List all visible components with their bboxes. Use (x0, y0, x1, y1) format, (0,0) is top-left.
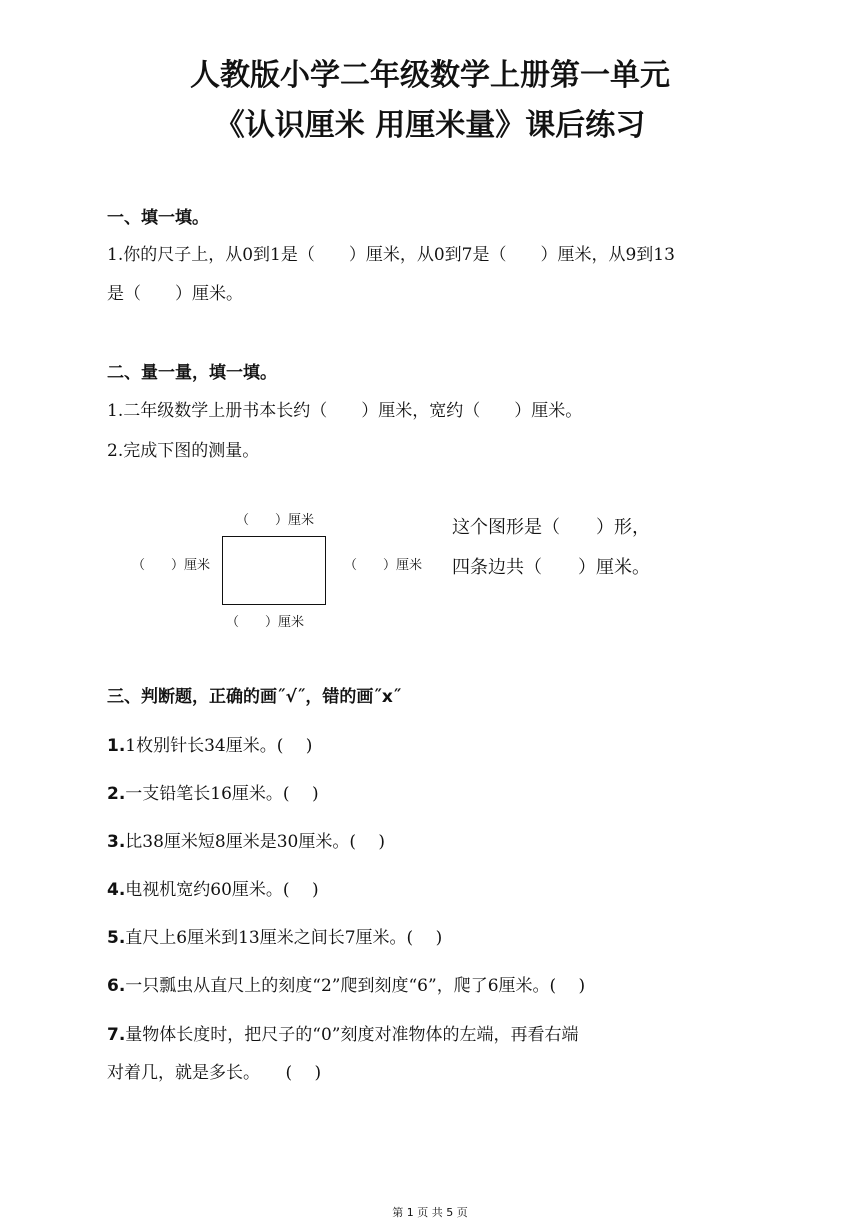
judge-item-number: 6. (107, 976, 126, 996)
section1-heading: 一、填一填。 (107, 208, 209, 228)
judge-item (107, 875, 319, 900)
section2-question2: 2.完成下图的测量。 (107, 441, 260, 461)
judge-item-text: 比38厘米短8厘米是30厘米。( ) (125, 832, 386, 852)
bottom-side-label: （ ）厘米 (226, 615, 305, 630)
top-side-label: （ ）厘米 (236, 513, 315, 528)
judge-item-text: 一支铅笔长16厘米。( ) (125, 784, 319, 804)
judge-item (107, 1020, 579, 1045)
judge-item (107, 779, 319, 804)
section2-question1: 1.二年级数学上册书本长约（ ）厘米，宽约（ ）厘米。 (107, 401, 583, 421)
judge-item-text: 1枚别针长34厘米。( ) (125, 736, 313, 756)
left-side-label: （ ）厘米 (132, 558, 211, 573)
judge-item-continuation: 对着几，就是多长。 ( ) (107, 1063, 322, 1083)
page-title: 人教版小学二年级数学上册第一单元 (190, 58, 670, 93)
judge-item-text: 电视机宽约60厘米。( ) (125, 880, 319, 900)
section2-heading: 二、量一量，填一填。 (107, 363, 277, 383)
page-footer: 第 1 页 共 5 页 (392, 1206, 468, 1219)
judge-item-text: 量物体长度时，把尺子的“0”刻度对准物体的左端，再看右端 (125, 1025, 579, 1045)
section1-question1-line1: 1.你的尺子上，从0到1是（ ）厘米，从0到7是（ ）厘米，从9到13 (107, 245, 675, 265)
judge-item-number: 2. (107, 784, 126, 804)
judge-item (107, 827, 385, 852)
judge-item-number: 4. (107, 880, 126, 900)
judge-item-number: 3. (107, 832, 126, 852)
shape-question-line2: 四条边共（ ）厘米。 (452, 557, 650, 578)
judge-item (107, 731, 312, 756)
section3-heading: 三、判断题，正确的画˝√˝，错的画˝x˝ (107, 687, 402, 707)
judge-item-number: 5. (107, 928, 126, 948)
section1-question1-line2: 是（ ）厘米。 (107, 284, 243, 304)
shape-question-line1: 这个图形是（ ）形， (452, 517, 650, 538)
judge-item (107, 923, 442, 948)
rectangle-shape (222, 536, 326, 605)
right-side-label: （ ）厘米 (344, 558, 423, 573)
page-subtitle: 《认识厘米 用厘米量》课后练习 (214, 108, 646, 143)
judge-item-number: 7. (107, 1025, 126, 1045)
judge-item-text: 直尺上6厘米到13厘米之间长7厘米。( ) (125, 928, 443, 948)
judge-item-number: 1. (107, 736, 126, 756)
judge-item-text: 一只瓢虫从直尺上的刻度“2”爬到刻度“6”，爬了6厘米。( ) (125, 976, 586, 996)
judge-item (107, 971, 585, 996)
